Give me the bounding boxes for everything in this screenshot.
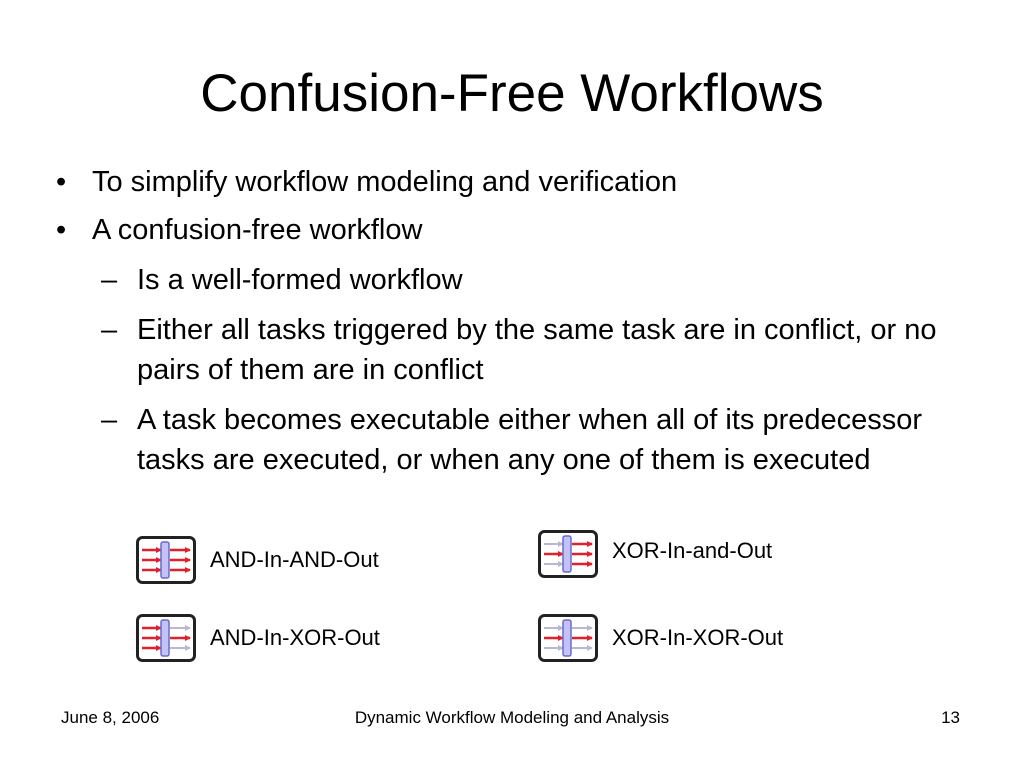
footer-title: Dynamic Workflow Modeling and Analysis bbox=[354, 708, 670, 727]
sub-bullet-marker: – bbox=[101, 264, 118, 296]
legend-label: XOR-In-and-Out bbox=[612, 538, 773, 563]
sub-bullet-marker: – bbox=[101, 404, 118, 436]
and-in-and-out-icon bbox=[136, 536, 196, 584]
footer-date: June 8, 2006 bbox=[61, 708, 160, 727]
sub-bullet-marker: – bbox=[101, 314, 118, 346]
and-in-xor-out-icon bbox=[136, 614, 196, 662]
legend-label: AND-In-XOR-Out bbox=[210, 625, 380, 650]
legend-item-xor-in-and-out bbox=[538, 530, 772, 578]
sub-bullet-text: A task becomes executable either when all of its predecessor tasks are executed, or when any one of them is executed bbox=[137, 404, 923, 476]
legend-item-and-in-xor-out bbox=[136, 614, 380, 662]
legend-label: AND-In-AND-Out bbox=[210, 547, 379, 572]
xor-in-and-out-icon bbox=[538, 530, 598, 578]
legend-item-and-in-and-out bbox=[136, 536, 379, 584]
legend-item-xor-in-xor-out bbox=[538, 614, 783, 662]
bullet-marker: • bbox=[56, 166, 67, 198]
sub-bullet-text: Is a well-formed workflow bbox=[137, 264, 463, 296]
bullet-text: To simplify workflow modeling and verification bbox=[92, 166, 678, 198]
slide-title: Confusion-Free Workflows bbox=[200, 64, 824, 123]
bullet-text: A confusion-free workflow bbox=[92, 214, 423, 246]
xor-in-xor-out-icon bbox=[538, 614, 598, 662]
bullet-marker: • bbox=[56, 214, 67, 246]
page-number: 13 bbox=[941, 708, 960, 727]
sub-bullet-text: Either all tasks triggered by the same task are in conflict, or no pairs of them are in conflict bbox=[137, 314, 937, 386]
legend-label: XOR-In-XOR-Out bbox=[612, 625, 784, 650]
